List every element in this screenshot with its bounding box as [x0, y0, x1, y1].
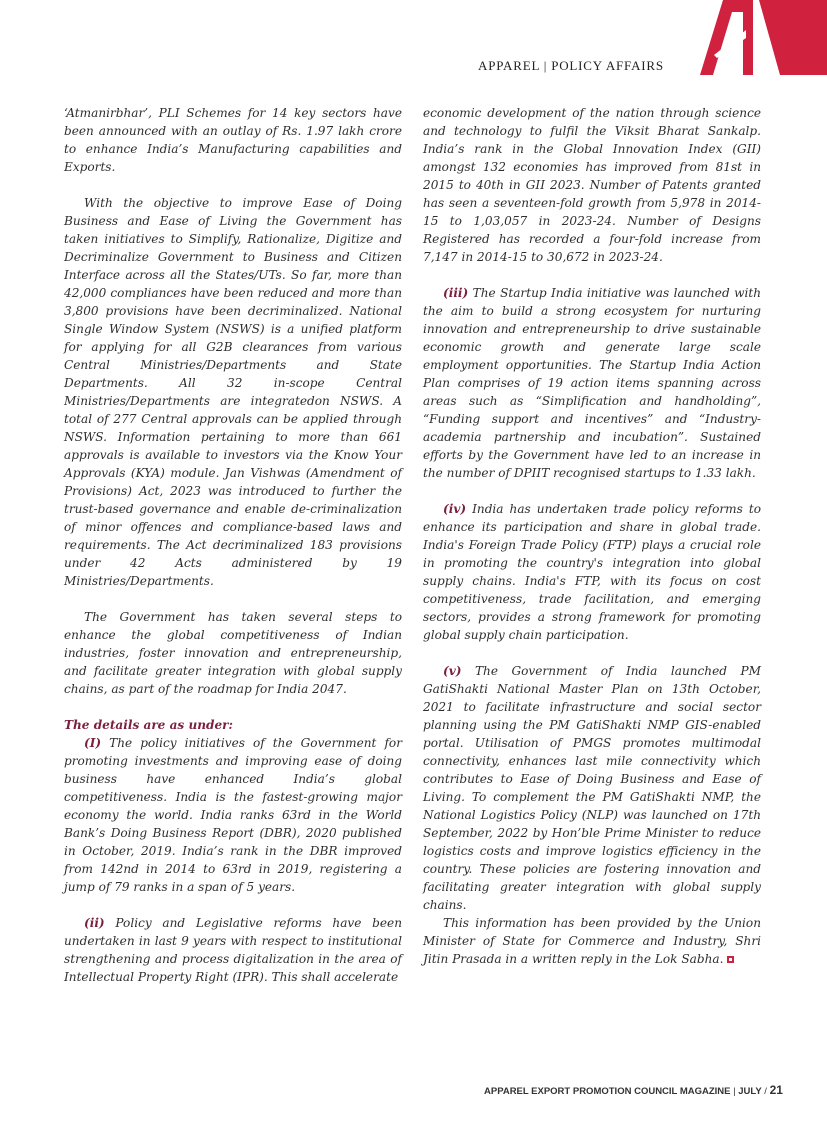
item-i [64, 734, 402, 896]
paragraph: ‘Atmanirbhar’, PLI Schemes for 14 key sectors have been announced with an outlay of Rs. 1.97 lakh crore to enhance India’s Manufacturing capabilities and Exports. [64, 106, 402, 174]
item-text: Policy and Legislative reforms have been undertaken in last 9 years with respect to institutional strengthening and process digitalization in the area of Intellectual Property Right (IPR). This shall accelerate [64, 916, 402, 984]
closing-paragraph [423, 914, 761, 968]
item-marker: (ii) [84, 916, 105, 930]
right-column [423, 104, 761, 986]
item-text: The policy initiatives of the Government for promoting investments and improving ease of doing business have enhanced India’s global competitiveness. India is the fastest-growing major economy the world. India ranks 63rd in the World Bank’s Doing Business Report (DBR), 2020 published in October, 2019. India’s rank in the DBR improved from 142nd in 2014 to 63rd in 2019, registering a jump of 79 ranks in a span of 5 years. [64, 736, 402, 894]
page-number: 21 [769, 1083, 783, 1097]
item-marker: (v) [443, 664, 462, 678]
section-heading: The details are as under: [64, 718, 234, 732]
item-text: India has undertaken trade policy reforms to enhance its participation and share in global trade. India's Foreign Trade Policy (FTP) plays a crucial role in promoting the country's integration into global supply chains. India's FTP, with its focus on cost competitiveness, trade facilitation, and emerging sectors, provides a strong framework for promoting global supply chain participation. [423, 502, 761, 642]
item-marker: (I) [84, 736, 102, 750]
paragraph: economic development of the nation through science and technology to fulfil the Viksit Bharat Sankalp. India’s rank in the Global Innovation Index (GII) amongst 132 economies has improved from 81st in 2015 to 40th in GII 2023. Number of Patents granted has seen a seventeen-fold growth from 5,978 in 2014-15 to 1,03,057 in 2023-24. Number of Designs Registered has recorded a four-fold increase from 7,147 in 2014-15 to 30,672 in 2023-24. [423, 106, 761, 264]
item-marker: (iv) [443, 502, 467, 516]
item-marker: (iii) [443, 286, 469, 300]
item-iii [423, 284, 761, 482]
item-ii [64, 914, 402, 986]
section-header: APPAREL | POLICY AFFAIRS [478, 58, 664, 73]
paragraph: With the objective to improve Ease of Doing Business and Ease of Living the Government has taken initiatives to Simplify, Rationalize, Digitize and Decriminalize Government to Business and Citizen Interface across all the States/UTs. So far, more than 42,000 compliances have been reduced and more than 3,800 provisions have been decriminalized. National Single Window System (NSWS) is a unified platform for applying for all G2B clearances from various Central Ministries/Departments and State Departments. All 32 in-scope Central Ministries/Departments are integratedon NSWS. A total of 277 Central approvals can be applied through NSWS. Information pertaining to more than 661 approvals is available to investors via the Know Your Approvals (KYA) module. Jan Vishwas (Amendment of Provisions) Act, 2023 was introduced to further the trust-based governance and enable de-criminalization of minor offences and compliance-based laws and requirements. The Act decriminalized 183 provisions under 42 Acts administered by 19 Ministries/Departments. [64, 196, 402, 588]
apparel-logo [680, 0, 827, 75]
issue-month: JULY [738, 1086, 762, 1097]
item-text: The Startup India initiative was launched with the aim to build a strong ecosystem for nurturing innovation and entrepreneurship to drive sustainable economic growth and generate large scale employment opportunities. The Startup India Action Plan comprises of 19 action items spanning across areas such as “Simplification and handholding”, “Funding support and incentives” and “Industry-academia partnership and incubation”. Sustained efforts by the Government have led to an increase in the number of DPIIT recognised startups to 1.33 lakh. [423, 286, 761, 480]
magazine-name: APPAREL EXPORT PROMOTION COUNCIL MAGAZINE [484, 1086, 731, 1097]
item-text: The Government of India launched PM GatiShakti National Master Plan on 13th October, 2021 to facilitate infrastructure and social sector planning using the PM GatiShakti NMP GIS-enabled portal. Utilisation of PMGS promotes multimodal connectivity, enhances last mile connectivity which contributes to Ease of Doing Business and Ease of Living. To complement the PM GatiShakti NMP, the National Logistics Policy (NLP) was launched on 17th September, 2022 by Hon’ble Prime Minister to reduce logistics costs and improve logistics efficiency in the country. These policies are fostering innovation and facilitating greater integration with global supply chains. [423, 664, 761, 912]
left-column [64, 104, 402, 1004]
end-of-article-icon [727, 956, 734, 963]
page-separator: / [761, 1086, 770, 1097]
footer-separator: | [730, 1086, 739, 1097]
item-iv [423, 500, 761, 644]
page-footer [484, 1083, 783, 1097]
item-v [423, 662, 761, 914]
closing-text: This information has been provided by the Union Minister of State for Commerce and Industry, Shri Jitin Prasada in a written reply in the Lok Sabha. [423, 916, 761, 966]
paragraph: The Government has taken several steps to enhance the global competitiveness of Indian industries, foster innovation and entrepreneurship, and facilitate greater integration with global supply chains, as part of the roadmap for India 2047. [64, 610, 402, 696]
